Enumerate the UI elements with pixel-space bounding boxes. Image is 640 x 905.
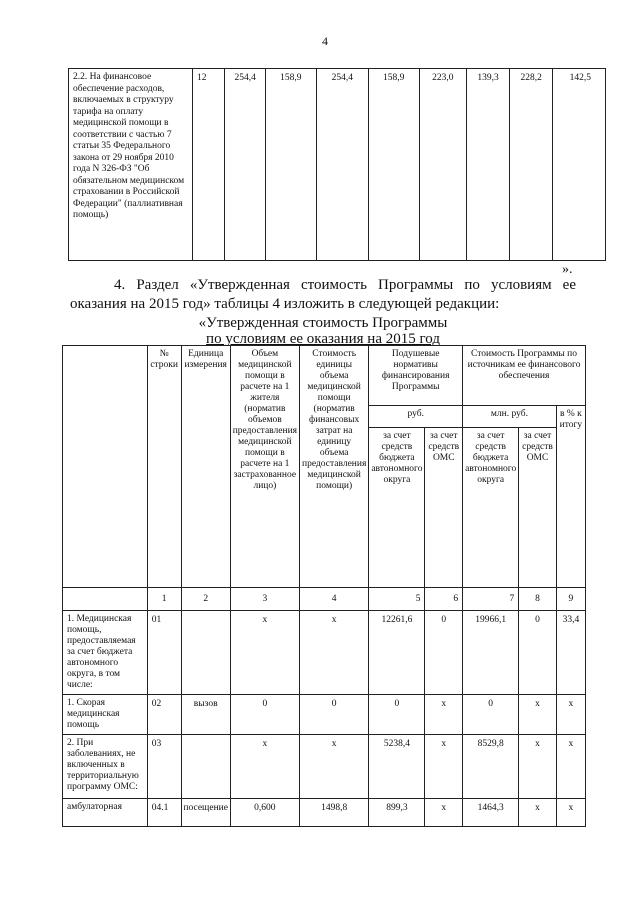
header-oms-mln: за счет средств ОМС xyxy=(519,428,557,588)
amendment-paragraph: 4. Раздел «Утвержденная стоимость Программы по условиям ее оказания на 2015 год» таблицы 4 изложить в следующей редакции: xyxy=(70,277,576,312)
table-title-line1: «Утвержденная стоимость Программы xyxy=(198,315,448,331)
cell: 228,2 xyxy=(510,69,553,261)
cell: вызов xyxy=(181,695,230,735)
table-row xyxy=(63,695,586,735)
cell: х xyxy=(519,695,557,735)
header-unit-cost: Стоимость единицы объема медицинской помощи (норматив финансовых затрат на единицу объема предоставления медицинской помощи) xyxy=(300,346,369,588)
cell: 0,600 xyxy=(230,799,299,827)
header-mln-rub: млн. руб. xyxy=(463,406,557,428)
table-continuation xyxy=(68,68,606,261)
cell xyxy=(181,611,230,695)
header-budget-rub: за счет средств бюджета автономного округа xyxy=(369,428,425,588)
cell: 12261,6 xyxy=(369,611,425,695)
header-cost-by-source: Стоимость Программы по источникам ее финансового обеспечения xyxy=(463,346,586,406)
cell: х xyxy=(519,799,557,827)
cell: 254,4 xyxy=(225,69,265,261)
column-number-row xyxy=(63,588,586,611)
col-num: 4 xyxy=(300,588,369,611)
cell: х xyxy=(300,611,369,695)
col-num: 2 xyxy=(181,588,230,611)
cell: 01 xyxy=(147,611,181,695)
row-label: 1. Скорая медицинская помощь xyxy=(63,695,148,735)
header-volume: Объем медицинской помощи в расчете на 1 жителя (норматив объемов предоставления медицинской помощи в расчете на 1 застрахованное лицо) xyxy=(230,346,299,588)
cell: х xyxy=(425,695,463,735)
cell: 33,4 xyxy=(556,611,585,695)
table-row xyxy=(63,611,586,695)
col-num: 1 xyxy=(147,588,181,611)
cell: х xyxy=(556,695,585,735)
page-number: 4 xyxy=(322,34,328,48)
row-label: 1. Медицинская помощь, предоставляемая за счет бюджета автономного округа, в том числе: xyxy=(63,611,148,695)
header-pct: в % к итогу xyxy=(556,406,585,588)
cell: х xyxy=(425,799,463,827)
cell: х xyxy=(300,735,369,799)
cell: х xyxy=(425,735,463,799)
cell: х xyxy=(519,735,557,799)
cell xyxy=(181,735,230,799)
cell: 158,9 xyxy=(368,69,419,261)
cell: 5238,4 xyxy=(369,735,425,799)
cell: 0 xyxy=(230,695,299,735)
table-row xyxy=(69,69,606,261)
cell: 158,9 xyxy=(265,69,316,261)
row-label: 2.2. На финансовое обеспечение расходов, включаемых в структуру тарифа на оплату медицинской помощи в соответствии с частью 7 статьи 35 Федерального закона от 29 ноября 2010 года N 326-ФЗ "Об обязательном медицинском страховании в Российской Федерации" (паллиативная помощь) xyxy=(69,69,193,261)
cell: 139,3 xyxy=(467,69,510,261)
col-num-empty xyxy=(63,588,148,611)
cell: 8529,8 xyxy=(463,735,519,799)
cell: х xyxy=(230,735,299,799)
cell: посещение xyxy=(181,799,230,827)
cell: 04.1 xyxy=(147,799,181,827)
col-num: 7 xyxy=(463,588,519,611)
col-num: 3 xyxy=(230,588,299,611)
header-per-capita: Подушевые нормативы финансирования Программы xyxy=(369,346,463,406)
cell: 12 xyxy=(193,69,225,261)
header-row xyxy=(63,346,586,406)
table-row xyxy=(63,735,586,799)
col-num: 5 xyxy=(369,588,425,611)
cell: х xyxy=(556,799,585,827)
cell: х xyxy=(230,611,299,695)
closing-quote: ». xyxy=(562,262,573,277)
col-num: 9 xyxy=(556,588,585,611)
cell: 223,0 xyxy=(419,69,466,261)
cell: 0 xyxy=(300,695,369,735)
header-unit: Единица измерения xyxy=(181,346,230,588)
cell: 19966,1 xyxy=(463,611,519,695)
row-label: амбулаторная xyxy=(63,799,148,827)
col-num: 6 xyxy=(425,588,463,611)
cell: 254,4 xyxy=(316,69,368,261)
cell: 02 xyxy=(147,695,181,735)
header-budget-mln: за счет средств бюджета автономного округа xyxy=(463,428,519,588)
cell: 142,5 xyxy=(553,69,606,261)
cell: 0 xyxy=(369,695,425,735)
row-label: 2. При заболеваниях, не включенных в территориальную программу ОМС: xyxy=(63,735,148,799)
col-num: 8 xyxy=(519,588,557,611)
cell: 899,3 xyxy=(369,799,425,827)
header-rub: руб. xyxy=(369,406,463,428)
header-oms-rub: за счет средств ОМС xyxy=(425,428,463,588)
cell: 0 xyxy=(519,611,557,695)
cell: 03 xyxy=(147,735,181,799)
cost-table xyxy=(62,345,586,827)
cell: 1498,8 xyxy=(300,799,369,827)
table-row xyxy=(63,799,586,827)
cell: 0 xyxy=(463,695,519,735)
header-row-no: № строки xyxy=(147,346,181,588)
header-empty xyxy=(63,346,148,588)
table-title-line2: по условиям ее оказания на 2015 год xyxy=(206,331,440,347)
cell: 0 xyxy=(425,611,463,695)
cell: х xyxy=(556,735,585,799)
cell: 1464,3 xyxy=(463,799,519,827)
